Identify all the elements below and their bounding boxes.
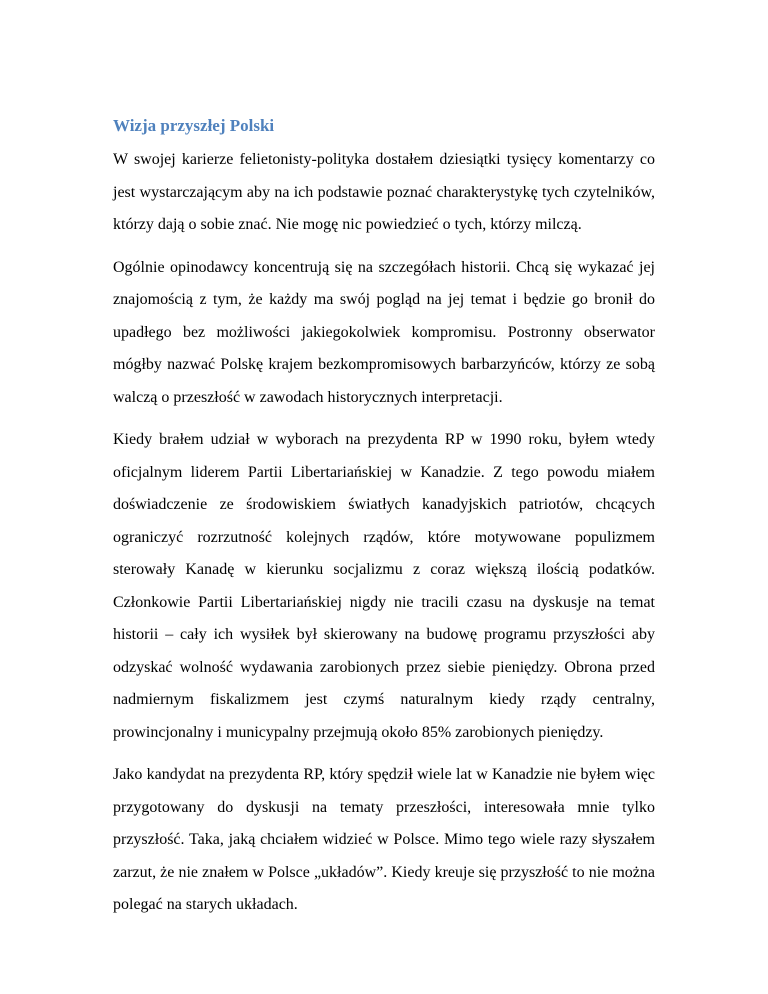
paragraph-2: Ogólnie opinodawcy koncentrują się na szczegółach historii. Chcą się wykazać jej znajomością z tym, że każdy ma swój pogląd na jej temat i będzie go bronił do upadłego bez możliwości jakiegokolwiek kompromisu. Postronny obserwator mógłby nazwać Polskę krajem bezkompromisowych barbarzyńców, którzy ze sobą walczą o przeszłość w zawodach historycznych interpretacji. [113, 258, 655, 406]
paragraph-1: W swojej karierze felietonisty-polityka dostałem dziesiątki tysięcy komentarzy co jest wystarczającym aby na ich podstawie poznać charakterystykę tych czytelników, którzy dają o sobie znać. Nie mogę nic powiedzieć o tych, którzy milczą. [113, 151, 655, 233]
document-title: Wizja przyszłej Polski [113, 116, 275, 135]
paragraph-3: Kiedy brałem udział w wyborach na prezydenta RP w 1990 roku, byłem wtedy oficjalnym liderem Partii Libertariańskiej w Kanadzie. Z tego powodu miałem doświadczenie ze środowiskiem światłych kanadyjskich patriotów, chcących ograniczyć rozrzutność kolejnych rządów, które motywowane populizmem sterowały Kanadę w kierunku socjalizmu z coraz większą ilością podatków. Członkowie Partii Libertariańskiej nigdy nie tracili czasu na dyskusje na temat historii – cały ich wysiłek był skierowany na budowę programu przyszłości aby odzyskać wolność wydawania zarobionych przez siebie pieniędzy. Obrona przed nadmiernym fiskalizmem jest czymś naturalnym kiedy rządy centralny, prowincjonalny i municypalny przejmują około 85% zarobionych pieniędzy. [113, 431, 655, 741]
paragraph-4: Jako kandydat na prezydenta RP, który spędził wiele lat w Kanadzie nie byłem więc przygotowany do dyskusji na tematy przeszłości, interesowała mnie tylko przyszłość. Taka, jaką chciałem widzieć w Polsce. Mimo tego wiele razy słyszałem zarzut, że nie znałem w Polsce „układów”. Kiedy kreuje się przyszłość to nie można polegać na starych układach. [113, 766, 655, 913]
